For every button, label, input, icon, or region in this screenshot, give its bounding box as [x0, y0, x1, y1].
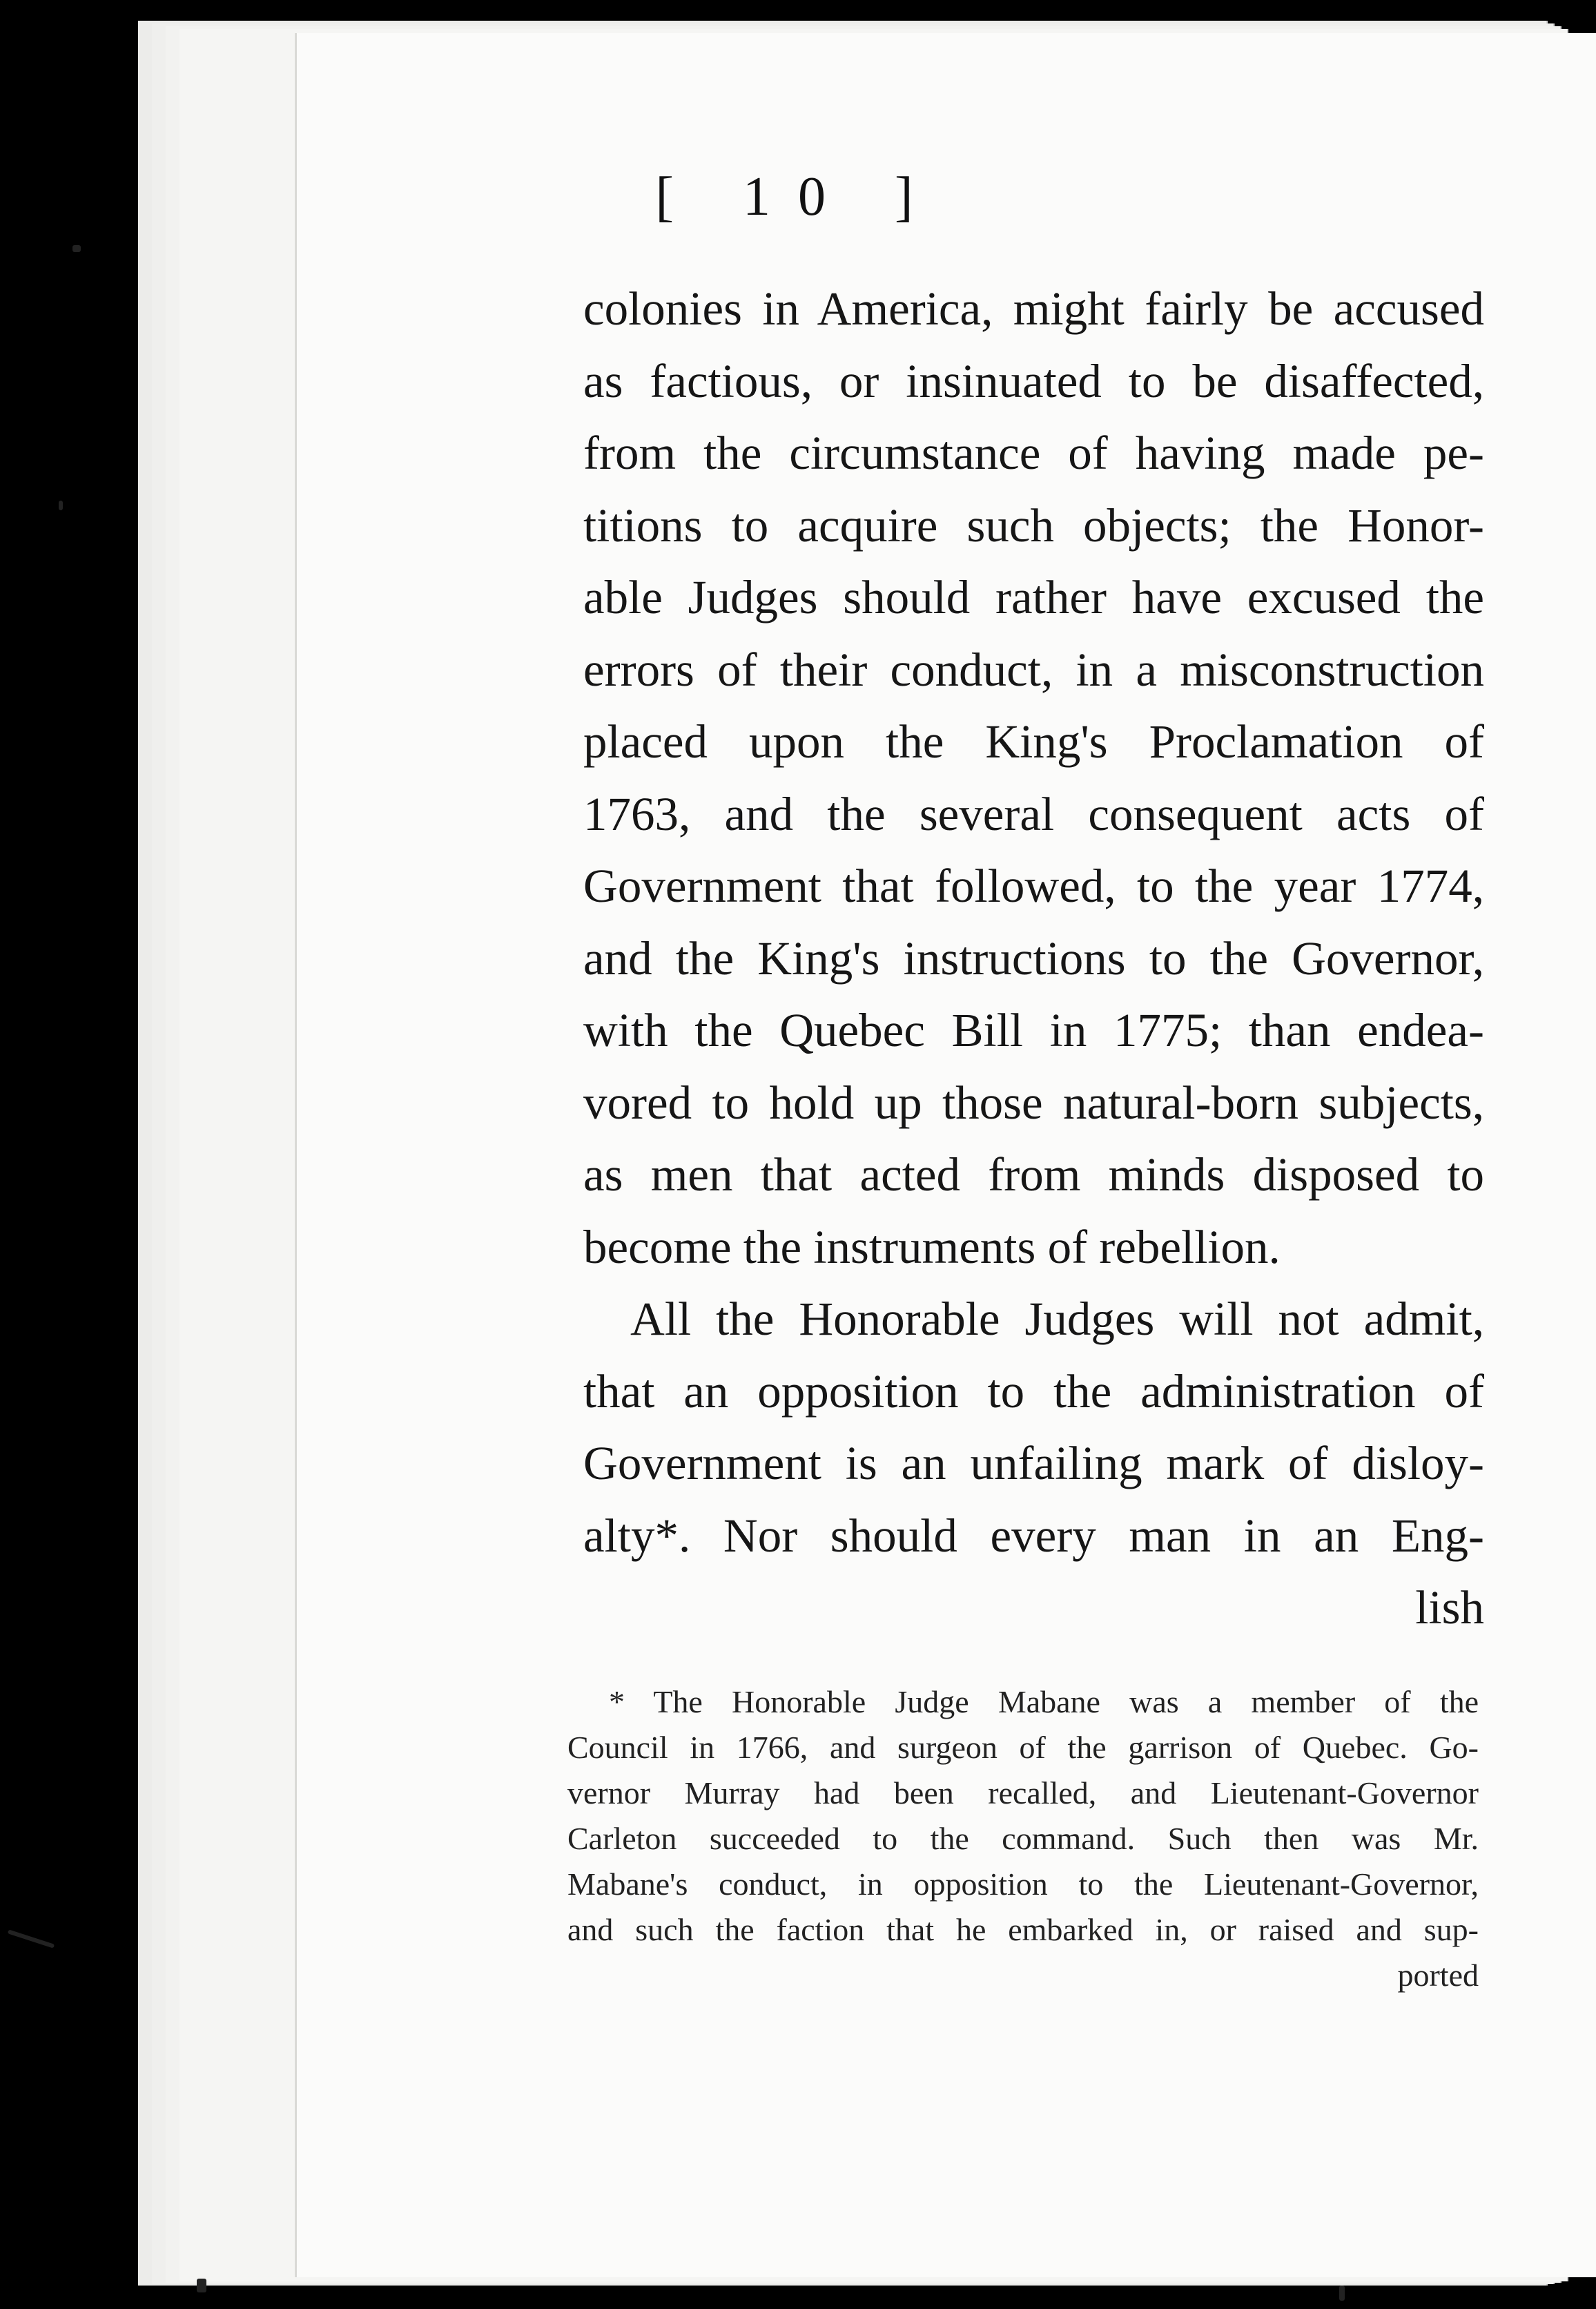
footnote-line: Council in 1766, and surgeon of the garrison of Quebec. Go-	[567, 1730, 1479, 1765]
text-line: Government is an unfailing mark of disloy-	[583, 1437, 1484, 1489]
footnote-line: Carleton succeeded to the command. Such then was Mr.	[567, 1821, 1479, 1856]
text-line: titions to acquire such objects; the Honor-	[583, 499, 1484, 552]
text-line: from the circumstance of having made pe-	[583, 427, 1484, 479]
text-line: with the Quebec Bill in 1775; than endea-	[583, 1004, 1484, 1056]
footnote	[567, 1679, 1479, 1998]
text-line: that an opposition to the administration of	[583, 1364, 1484, 1418]
text-line: 1763, and the several consequent acts of	[583, 787, 1484, 840]
body-text	[583, 273, 1484, 1644]
ink-mark	[197, 2279, 206, 2292]
text-line: errors of their conduct, in a misconstruction	[583, 643, 1484, 696]
text-line: and the King's instructions to the Governor,	[583, 931, 1484, 985]
text-line: alty*. Nor should every man in an Eng-	[583, 1509, 1484, 1562]
text-line: as factious, or insinuated to be disaffected,	[583, 354, 1484, 407]
footnote-line: * The Honorable Judge Mabane was a member of the	[609, 1684, 1479, 1719]
ink-mark	[72, 245, 81, 252]
text-line: vored to hold up those natural-born subjects,	[583, 1076, 1484, 1129]
ink-mark	[8, 1929, 55, 1948]
ink-mark	[59, 501, 63, 510]
footnote-line: Mabane's conduct, in opposition to the Lieutenant-Governor,	[567, 1866, 1479, 1902]
catchword: lish	[1415, 1581, 1484, 1634]
text-line: placed upon the King's Proclamation of	[583, 715, 1484, 768]
text-line: able Judges should rather have excused the	[583, 571, 1484, 624]
page-number: [ 10 ]	[655, 166, 941, 227]
footnote-line: vernor Murray had been recalled, and Lieutenant-Governor	[567, 1775, 1479, 1810]
text-line: colonies in America, might fairly be accused	[583, 282, 1484, 335]
text-line: Government that followed, to the year 1774,	[583, 860, 1484, 912]
text-line: as men that acted from minds disposed to	[583, 1148, 1484, 1201]
ink-mark	[1339, 2286, 1345, 2301]
footnote-line: and such the faction that he embarked in, or raised and sup-	[567, 1912, 1479, 1947]
footnote-catchword: ported	[1397, 1958, 1479, 1993]
text-line: All the Honorable Judges will not admit,	[630, 1293, 1484, 1345]
text-line: become the instruments of rebellion.	[583, 1220, 1281, 1273]
